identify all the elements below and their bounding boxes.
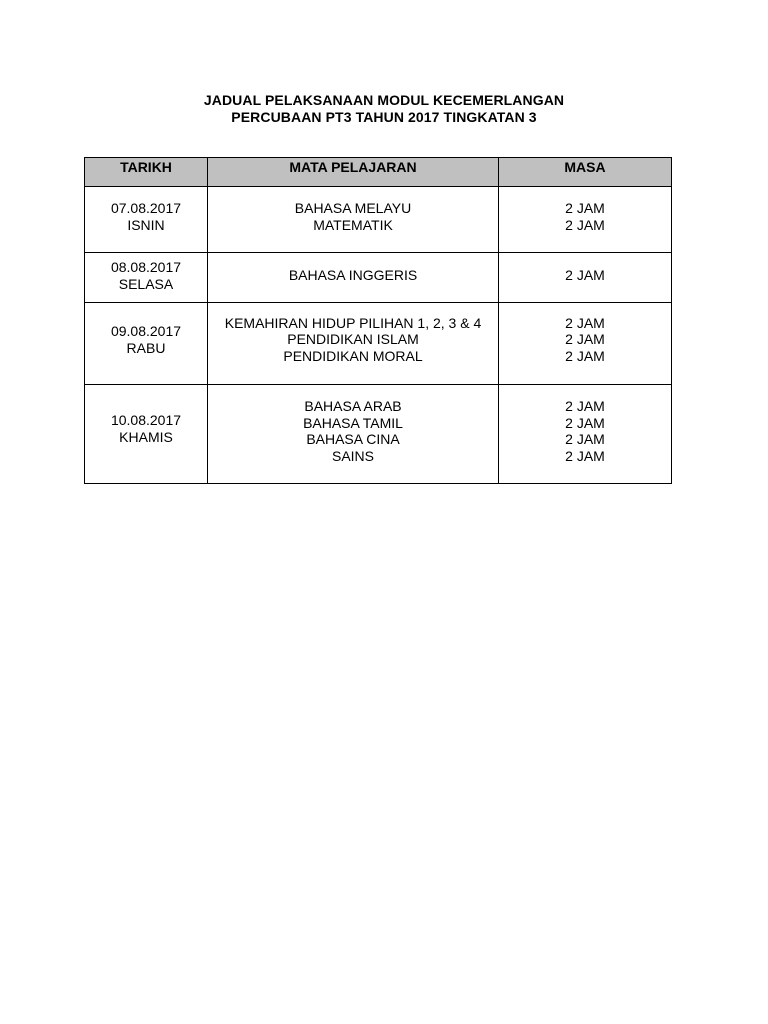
subject-text: BAHASA INGGERIS [288,267,418,284]
header-tarikh: TARIKH [85,158,208,187]
date-text: 10.08.2017 [110,412,182,428]
masa-cell [499,187,672,253]
date-text: 08.08.2017 [110,259,182,275]
date-text: 09.08.2017 [110,323,182,339]
subject-text: BAHASA TAMIL [303,414,403,431]
masa-cell [499,385,672,484]
tarikh-cell [85,187,208,253]
subject-cell [208,187,499,253]
header-mata-pelajaran: MATA PELAJARAN [208,158,499,187]
header-masa: MASA [499,158,672,187]
day-text: RABU [126,339,166,356]
schedule-table [84,157,672,484]
tarikh-cell [85,253,208,303]
tarikh-cell [85,385,208,484]
day-text: SELASA [118,275,174,292]
subject-text: PENDIDIKAN ISLAM [287,331,419,348]
tarikh-cell [85,303,208,385]
masa-cell [499,303,672,385]
subject-text: KEMAHIRAN HIDUP PILIHAN 1, 2, 3 & 4 [224,314,482,331]
subject-text: BAHASA ARAB [304,398,402,414]
subject-text: BAHASA CINA [306,431,400,447]
title-line-2: PERCUBAAN PT3 TAHUN 2017 TINGKATAN 3 [231,109,537,125]
table-row [85,187,672,253]
masa-cell [499,253,672,303]
title-line-1: JADUAL PELAKSANAAN MODUL KECEMERLANGAN [203,92,565,108]
duration-text: 2 JAM [565,314,605,331]
subject-cell [208,385,499,484]
day-text: KHAMIS [119,428,173,445]
duration-text: 2 JAM [565,347,605,364]
duration-text: 2 JAM [565,267,605,284]
duration-text: 2 JAM [565,216,605,233]
subject-text: PENDIDIKAN MORAL [283,347,423,364]
subject-text: BAHASA MELAYU [294,200,412,216]
table-row [85,303,672,385]
date-text: 07.08.2017 [110,200,182,216]
subject-cell [208,303,499,385]
duration-text: 2 JAM [565,200,605,216]
duration-text: 2 JAM [565,447,605,464]
duration-text: 2 JAM [565,414,605,431]
duration-text: 2 JAM [565,398,605,414]
table-row [85,385,672,484]
table-header-row [85,158,672,187]
duration-text: 2 JAM [565,331,605,348]
day-text: ISNIN [127,216,165,233]
subject-cell [208,253,499,303]
table-row [85,253,672,303]
subject-text: SAINS [331,447,374,464]
subject-text: MATEMATIK [313,216,393,233]
duration-text: 2 JAM [565,431,605,447]
document-title [0,92,768,126]
